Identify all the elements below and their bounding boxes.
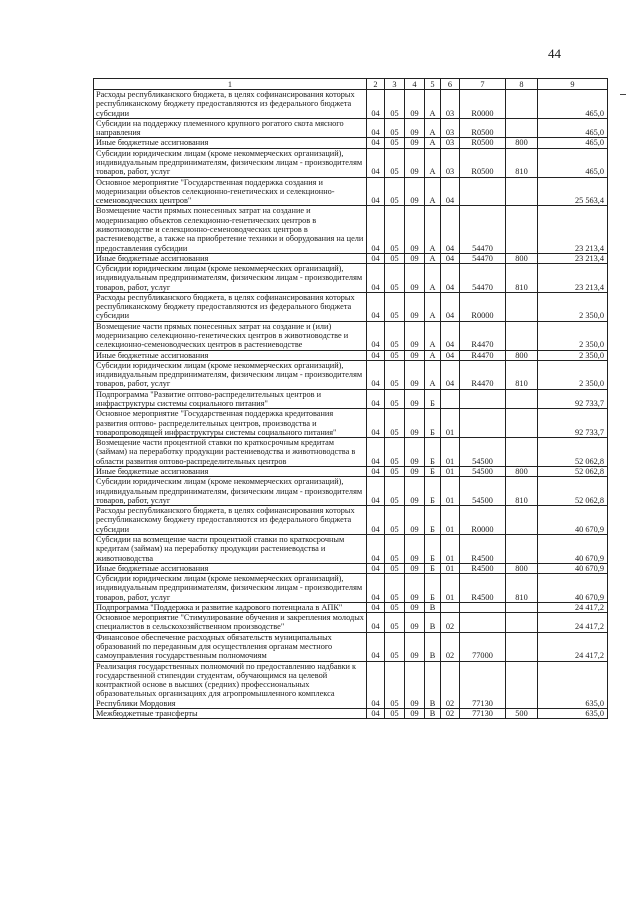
row-subsection: 05	[385, 602, 405, 612]
row-amount: 2 350,0	[538, 292, 608, 321]
row-name: Расходы республиканского бюджета, в целях софинансирования которых республиканскому бюджету предоставляются из федерального бюджета субсидии	[94, 292, 367, 321]
table-row	[94, 409, 608, 438]
row-name: Расходы республиканского бюджета, в целях софинансирования которых республиканскому бюджету предоставляются из федерального бюджета субсидии	[94, 90, 367, 119]
table-row	[94, 632, 608, 661]
row-program: 09	[405, 438, 425, 467]
table-row	[94, 574, 608, 603]
row-name: Субсидии на поддержку племенного крупного рогатого скота мясного направления	[94, 118, 367, 138]
row-program: 09	[405, 506, 425, 535]
row-subprogram: В	[425, 632, 441, 661]
row-amount: 92 733,7	[538, 409, 608, 438]
table-row	[94, 90, 608, 119]
column-header-6: 6	[441, 79, 460, 90]
row-activity: 01	[441, 438, 460, 467]
row-subsection: 05	[385, 632, 405, 661]
row-subprogram: Б	[425, 438, 441, 467]
row-activity: 01	[441, 574, 460, 603]
row-section: 04	[367, 350, 385, 360]
row-subsection: 05	[385, 477, 405, 506]
row-name: Основное мероприятие "Государственная поддержка кредитования развития оптово- распределительных центров, производства и товаропроводящей инфраструктуры системы социального питания"	[94, 409, 367, 438]
row-activity: 02	[441, 709, 460, 719]
row-section: 04	[367, 177, 385, 206]
row-program: 09	[405, 253, 425, 263]
row-subsection: 05	[385, 138, 405, 148]
table-row	[94, 563, 608, 573]
row-amount: 2 350,0	[538, 321, 608, 350]
row-expense-type: 800	[506, 350, 538, 360]
row-expense-type	[506, 602, 538, 612]
row-program: 09	[405, 350, 425, 360]
row-amount: 465,0	[538, 118, 608, 138]
row-name: Подпрограмма "Развитие оптово-распределительных центров и инфраструктуры системы социального питания"	[94, 389, 367, 409]
row-activity: 03	[441, 148, 460, 177]
row-name: Иные бюджетные ассигнования	[94, 563, 367, 573]
row-direction: 54470	[460, 206, 506, 253]
row-amount: 23 213,4	[538, 264, 608, 293]
row-subsection: 05	[385, 253, 405, 263]
row-subsection: 05	[385, 563, 405, 573]
row-section: 04	[367, 563, 385, 573]
row-activity: 04	[441, 292, 460, 321]
row-activity: 02	[441, 613, 460, 633]
row-name: Межбюджетные трансферты	[94, 709, 367, 719]
row-expense-type	[506, 438, 538, 467]
row-section: 04	[367, 466, 385, 476]
row-section: 04	[367, 138, 385, 148]
row-amount: 465,0	[538, 148, 608, 177]
row-section: 04	[367, 613, 385, 633]
row-direction: R0000	[460, 506, 506, 535]
row-direction: 77130	[460, 709, 506, 719]
row-expense-type	[506, 409, 538, 438]
row-amount: 52 062,8	[538, 466, 608, 476]
row-direction: R4500	[460, 534, 506, 563]
page-number: 44	[548, 46, 561, 61]
table-row	[94, 477, 608, 506]
row-direction: R0500	[460, 138, 506, 148]
row-activity: 01	[441, 409, 460, 438]
row-name: Субсидии юридическим лицам (кроме некоммерческих организаций), индивидуальным предпринимателям, физическим лицам - производителям товаров, работ, услуг	[94, 148, 367, 177]
row-section: 04	[367, 389, 385, 409]
row-program: 09	[405, 118, 425, 138]
row-subprogram: А	[425, 118, 441, 138]
table-row	[94, 360, 608, 389]
table-header-row	[94, 79, 608, 90]
row-direction: R0500	[460, 118, 506, 138]
row-subprogram: А	[425, 350, 441, 360]
row-subsection: 05	[385, 613, 405, 633]
row-expense-type: 500	[506, 709, 538, 719]
row-subsection: 05	[385, 360, 405, 389]
row-amount: 52 062,8	[538, 477, 608, 506]
row-program: 09	[405, 206, 425, 253]
row-activity: 02	[441, 632, 460, 661]
row-section: 04	[367, 709, 385, 719]
row-name: Подпрограмма "Поддержка и развитие кадрового потенциала в АПК"	[94, 602, 367, 612]
row-activity: 04	[441, 253, 460, 263]
row-direction: R4470	[460, 360, 506, 389]
table-row	[94, 292, 608, 321]
row-program: 09	[405, 360, 425, 389]
row-activity: 01	[441, 466, 460, 476]
table-row	[94, 321, 608, 350]
row-direction	[460, 409, 506, 438]
row-amount: 24 417,2	[538, 602, 608, 612]
row-amount: 40 670,9	[538, 534, 608, 563]
row-expense-type	[506, 632, 538, 661]
row-name: Возмещение части процентной ставки по краткосрочным кредитам (займам) на переработку продукции растениеводства и животноводства в области развития оптово-распределительных центров	[94, 438, 367, 467]
table-row	[94, 613, 608, 633]
row-expense-type: 810	[506, 148, 538, 177]
row-activity: 03	[441, 90, 460, 119]
row-amount: 2 350,0	[538, 360, 608, 389]
row-name: Субсидии на возмещение части процентной ставки по краткосрочным кредитам (займам) на переработку продукции растениеводства и животноводства	[94, 534, 367, 563]
row-expense-type	[506, 389, 538, 409]
row-program: 09	[405, 613, 425, 633]
row-direction: R4470	[460, 350, 506, 360]
row-expense-type: 810	[506, 477, 538, 506]
row-subprogram: Б	[425, 389, 441, 409]
row-subsection: 05	[385, 350, 405, 360]
row-name: Основное мероприятие "Стимулирование обучения и закрепления молодых специалистов в сельскохозяйственном производстве"	[94, 613, 367, 633]
row-program: 09	[405, 321, 425, 350]
row-name: Возмещение части прямых понесенных затрат на создание и модернизацию объектов селекционно-генетических центров в животноводстве и селекционно-семеноводческих центров в растениеводстве, а также на приобретение техники и оборудования на цели предоставления субсидии	[94, 206, 367, 253]
row-expense-type	[506, 90, 538, 119]
row-amount: 23 213,4	[538, 253, 608, 263]
row-program: 09	[405, 661, 425, 708]
row-subprogram: Б	[425, 466, 441, 476]
row-section: 04	[367, 632, 385, 661]
row-subprogram: А	[425, 90, 441, 119]
row-expense-type: 800	[506, 253, 538, 263]
column-header-2: 2	[367, 79, 385, 90]
row-name: Возмещение части прямых понесенных затрат на создание и (или) модернизацию селекционно-генетических центров в животноводстве и селекционно-семеноводческих центров в растениеводстве	[94, 321, 367, 350]
row-subsection: 05	[385, 661, 405, 708]
row-program: 09	[405, 292, 425, 321]
row-direction: 54470	[460, 253, 506, 263]
row-activity: 01	[441, 506, 460, 535]
row-subprogram: Б	[425, 409, 441, 438]
row-name: Расходы республиканского бюджета, в целях софинансирования которых республиканскому бюджету предоставляются из федерального бюджета субсидии	[94, 506, 367, 535]
table-row	[94, 661, 608, 708]
row-section: 04	[367, 292, 385, 321]
row-section: 04	[367, 602, 385, 612]
row-amount: 40 670,9	[538, 574, 608, 603]
table-row	[94, 709, 608, 719]
row-direction: 54500	[460, 466, 506, 476]
row-subsection: 05	[385, 466, 405, 476]
table-row	[94, 118, 608, 138]
row-section: 04	[367, 118, 385, 138]
row-activity: 04	[441, 177, 460, 206]
table-row	[94, 264, 608, 293]
row-amount: 40 670,9	[538, 506, 608, 535]
row-activity: 04	[441, 321, 460, 350]
row-section: 04	[367, 264, 385, 293]
row-direction: R4470	[460, 321, 506, 350]
row-program: 09	[405, 602, 425, 612]
row-section: 04	[367, 574, 385, 603]
row-amount: 24 417,2	[538, 613, 608, 633]
row-activity: 04	[441, 264, 460, 293]
row-program: 09	[405, 709, 425, 719]
row-direction: 54500	[460, 477, 506, 506]
table-row	[94, 506, 608, 535]
row-program: 09	[405, 574, 425, 603]
row-expense-type	[506, 613, 538, 633]
row-section: 04	[367, 253, 385, 263]
row-program: 09	[405, 409, 425, 438]
row-amount: 24 417,2	[538, 632, 608, 661]
row-direction	[460, 389, 506, 409]
row-section: 04	[367, 534, 385, 563]
row-direction: R4500	[460, 574, 506, 603]
row-amount: 2 350,0	[538, 350, 608, 360]
row-activity: 03	[441, 138, 460, 148]
row-subprogram: А	[425, 321, 441, 350]
row-activity: 04	[441, 206, 460, 253]
row-subprogram: А	[425, 177, 441, 206]
row-activity: 01	[441, 477, 460, 506]
row-direction	[460, 613, 506, 633]
row-section: 04	[367, 90, 385, 119]
row-amount: 40 670,9	[538, 563, 608, 573]
row-expense-type: 800	[506, 466, 538, 476]
row-program: 09	[405, 177, 425, 206]
table-row	[94, 534, 608, 563]
table-row	[94, 206, 608, 253]
row-subsection: 05	[385, 574, 405, 603]
row-section: 04	[367, 438, 385, 467]
row-subprogram: А	[425, 360, 441, 389]
row-expense-type	[506, 506, 538, 535]
row-direction	[460, 177, 506, 206]
row-section: 04	[367, 148, 385, 177]
table-row	[94, 138, 608, 148]
column-header-5: 5	[425, 79, 441, 90]
row-name: Субсидии юридическим лицам (кроме некоммерческих организаций), индивидуальным предпринимателям, физическим лицам - производителям товаров, работ, услуг	[94, 574, 367, 603]
table-body	[94, 90, 608, 719]
row-subsection: 05	[385, 206, 405, 253]
row-subprogram: В	[425, 602, 441, 612]
table-row	[94, 253, 608, 263]
row-amount: 465,0	[538, 138, 608, 148]
column-header-3: 3	[385, 79, 405, 90]
row-direction: R0500	[460, 148, 506, 177]
row-direction: R0000	[460, 292, 506, 321]
row-subsection: 05	[385, 438, 405, 467]
row-section: 04	[367, 409, 385, 438]
margin-mark	[620, 94, 626, 95]
row-program: 09	[405, 534, 425, 563]
row-direction: 77000	[460, 632, 506, 661]
row-program: 09	[405, 389, 425, 409]
row-name: Субсидии юридическим лицам (кроме некоммерческих организаций), индивидуальным предпринимателям, физическим лицам - производителям товаров, работ, услуг	[94, 264, 367, 293]
row-subprogram: Б	[425, 563, 441, 573]
row-subprogram: А	[425, 292, 441, 321]
row-subsection: 05	[385, 292, 405, 321]
row-activity: 02	[441, 661, 460, 708]
row-activity: 04	[441, 350, 460, 360]
row-program: 09	[405, 90, 425, 119]
column-header-7: 7	[460, 79, 506, 90]
row-subprogram: А	[425, 253, 441, 263]
row-expense-type	[506, 206, 538, 253]
row-program: 09	[405, 264, 425, 293]
row-amount: 52 062,8	[538, 438, 608, 467]
row-direction: R4500	[460, 563, 506, 573]
row-program: 09	[405, 477, 425, 506]
row-expense-type	[506, 534, 538, 563]
row-expense-type	[506, 177, 538, 206]
row-subsection: 05	[385, 177, 405, 206]
row-activity	[441, 602, 460, 612]
row-name: Иные бюджетные ассигнования	[94, 253, 367, 263]
row-section: 04	[367, 661, 385, 708]
row-amount: 635,0	[538, 661, 608, 708]
row-program: 09	[405, 466, 425, 476]
column-header-1: 1	[94, 79, 367, 90]
row-subprogram: А	[425, 138, 441, 148]
table-row	[94, 177, 608, 206]
row-expense-type: 810	[506, 574, 538, 603]
row-expense-type	[506, 321, 538, 350]
row-program: 09	[405, 138, 425, 148]
row-direction: 54470	[460, 264, 506, 293]
column-header-8: 8	[506, 79, 538, 90]
row-direction: 54500	[460, 438, 506, 467]
budget-table	[93, 78, 608, 719]
row-subprogram: Б	[425, 534, 441, 563]
row-name: Иные бюджетные ассигнования	[94, 466, 367, 476]
row-activity: 04	[441, 360, 460, 389]
row-expense-type: 810	[506, 264, 538, 293]
row-subprogram: А	[425, 148, 441, 177]
row-expense-type: 800	[506, 138, 538, 148]
row-subprogram: В	[425, 613, 441, 633]
row-subsection: 05	[385, 409, 405, 438]
row-activity: 01	[441, 534, 460, 563]
row-amount: 635,0	[538, 709, 608, 719]
row-subprogram: Б	[425, 477, 441, 506]
row-section: 04	[367, 321, 385, 350]
row-section: 04	[367, 506, 385, 535]
row-name: Иные бюджетные ассигнования	[94, 350, 367, 360]
row-name: Основное мероприятие "Государственная поддержка создания и модернизации объектов селекционно-генетических и селекционно-семеноводческих центров"	[94, 177, 367, 206]
row-subsection: 05	[385, 321, 405, 350]
row-expense-type: 810	[506, 360, 538, 389]
row-expense-type: 800	[506, 563, 538, 573]
row-subprogram: А	[425, 264, 441, 293]
row-subsection: 05	[385, 534, 405, 563]
row-activity: 01	[441, 563, 460, 573]
table-row	[94, 350, 608, 360]
row-name: Финансовое обеспечение расходных обязательств муниципальных образований по переданным для осуществления органам местного самоуправления государственным полномочиям	[94, 632, 367, 661]
table-row	[94, 389, 608, 409]
row-section: 04	[367, 360, 385, 389]
column-header-4: 4	[405, 79, 425, 90]
row-name: Иные бюджетные ассигнования	[94, 138, 367, 148]
table-row	[94, 438, 608, 467]
row-activity	[441, 389, 460, 409]
row-subprogram: В	[425, 709, 441, 719]
row-subprogram: Б	[425, 506, 441, 535]
row-subprogram: В	[425, 661, 441, 708]
table-row	[94, 602, 608, 612]
row-subsection: 05	[385, 90, 405, 119]
table-row	[94, 148, 608, 177]
row-amount: 25 563,4	[538, 177, 608, 206]
row-direction: R0000	[460, 90, 506, 119]
row-subsection: 05	[385, 389, 405, 409]
row-expense-type	[506, 292, 538, 321]
row-subprogram: Б	[425, 574, 441, 603]
row-subprogram: А	[425, 206, 441, 253]
row-subsection: 05	[385, 118, 405, 138]
row-activity: 03	[441, 118, 460, 138]
row-program: 09	[405, 148, 425, 177]
row-subsection: 05	[385, 709, 405, 719]
row-section: 04	[367, 206, 385, 253]
row-expense-type	[506, 118, 538, 138]
row-program: 09	[405, 632, 425, 661]
row-program: 09	[405, 563, 425, 573]
row-name: Реализация государственных полномочий по предоставлению надбавки к государственной стипендии студентам, обучающимся на целевой контрактной основе в высших (средних) профессиональных образовательных организациях для агропромышленного комплекса Республики Мордовия	[94, 661, 367, 708]
row-subsection: 05	[385, 506, 405, 535]
row-direction	[460, 602, 506, 612]
column-header-9: 9	[538, 79, 608, 90]
row-name: Субсидии юридическим лицам (кроме некоммерческих организаций), индивидуальным предпринимателям, физическим лицам - производителям товаров, работ, услуг	[94, 360, 367, 389]
row-amount: 465,0	[538, 90, 608, 119]
row-expense-type	[506, 661, 538, 708]
row-amount: 23 213,4	[538, 206, 608, 253]
row-section: 04	[367, 477, 385, 506]
row-subsection: 05	[385, 148, 405, 177]
row-amount: 92 733,7	[538, 389, 608, 409]
row-name: Субсидии юридическим лицам (кроме некоммерческих организаций), индивидуальным предпринимателям, физическим лицам - производителям товаров, работ, услуг	[94, 477, 367, 506]
row-direction: 77130	[460, 661, 506, 708]
row-subsection: 05	[385, 264, 405, 293]
table-row	[94, 466, 608, 476]
